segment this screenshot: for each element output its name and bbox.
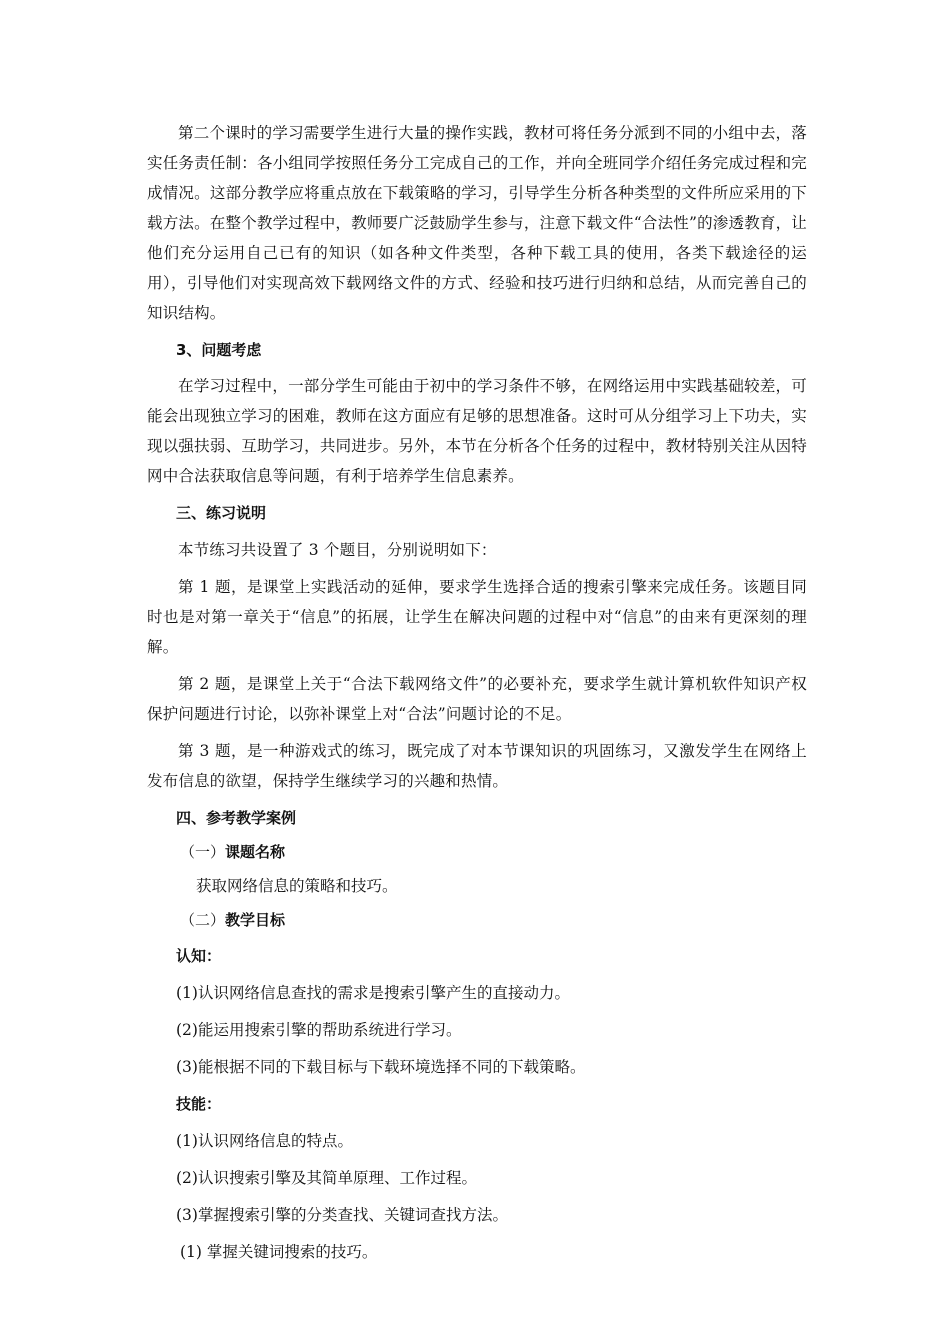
subheading-teaching-goals [147, 905, 807, 935]
document-body [147, 118, 807, 1267]
skill-item-extra: (1) 掌握关键词搜索的技巧。 [180, 1243, 378, 1261]
subheading-teaching-goals-title: 教学目标 [225, 911, 286, 929]
paragraph-practice-3: 第 3 题，是一种游戏式的练习，既完成了对本节课知识的巩固练习，又激发学生在网络上发布信息的欲望，保持学生继续学习的兴趣和热情。 [147, 742, 807, 790]
paragraph-problem-consideration: 在学习过程中，一部分学生可能由于初中的学习条件不够，在网络运用中实践基础较差，可能会出现独立学习的困难，教师在这方面应有足够的思想准备。这时可从分组学习上下功夫，实现以强扶弱、互助学习，共同进步。另外，本节在分析各个任务的过程中，教材特别关注从因特网中合法获取信息等问题，有利于培养学生信息素养。 [147, 377, 807, 485]
subheading-teaching-goals-prefix: （二） [180, 911, 226, 929]
cognition-item: (2)能运用搜索引擎的帮助系统进行学习。 [176, 1021, 462, 1039]
skill-item: (3)掌握搜索引擎的分类查找、关键词查找方法。 [176, 1206, 508, 1224]
label-cognition: 认知： [176, 947, 222, 965]
topic-name-text: 获取网络信息的策略和技巧。 [196, 877, 398, 895]
skill-item: (1)认识网络信息的特点。 [176, 1132, 353, 1150]
cognition-item: (3)能根据不同的下载目标与下载环境选择不同的下载策略。 [176, 1058, 586, 1076]
paragraph-practice-intro: 本节练习共设置了 3 个题目，分别说明如下： [178, 541, 497, 559]
heading-practice-notes: 三、练习说明 [176, 504, 267, 522]
subheading-topic-name-title: 课题名称 [225, 843, 286, 861]
cognition-item: (1)认识网络信息查找的需求是搜索引擎产生的直接动力。 [176, 984, 570, 1002]
paragraph-practice-1: 第 1 题，是课堂上实践活动的延伸，要求学生选择合适的搜索引擎来完成任务。该题目同时也是对第一章关于“信息”的拓展，让学生在解决问题的过程中对“信息”的由来有更深刻的理解。 [147, 578, 807, 656]
subheading-topic-name [147, 837, 807, 867]
heading-problem-consideration: 3、问题考虑 [176, 341, 262, 359]
paragraph-second-lesson: 第二个课时的学习需要学生进行大量的操作实践，教材可将任务分派到不同的小组中去，落实任务责任制：各小组同学按照任务分工完成自己的工作，并向全班同学介绍任务完成过程和完成情况。这部分教学应将重点放在下载策略的学习，引导学生分析各种类型的文件所应采用的下载方法。在整个教学过程中，教师要广泛鼓励学生参与，注意下载文件“合法性”的渗透教育，让他们充分运用自己已有的知识（如各种文件类型，各种下载工具的使用，各类下载途径的运用），引导他们对实现高效下载网络文件的方式、经验和技巧进行归纳和总结，从而完善自己的知识结构。 [147, 124, 807, 322]
subheading-topic-name-prefix: （一） [180, 843, 226, 861]
label-skill: 技能： [176, 1095, 222, 1113]
paragraph-practice-2: 第 2 题，是课堂上关于“合法下载网络文件”的必要补充，要求学生就计算机软件知识产权保护问题进行讨论，以弥补课堂上对“合法”问题讨论的不足。 [147, 675, 807, 723]
heading-reference-case: 四、参考教学案例 [176, 809, 297, 827]
skill-item: (2)认识搜索引擎及其简单原理、工作过程。 [176, 1169, 477, 1187]
